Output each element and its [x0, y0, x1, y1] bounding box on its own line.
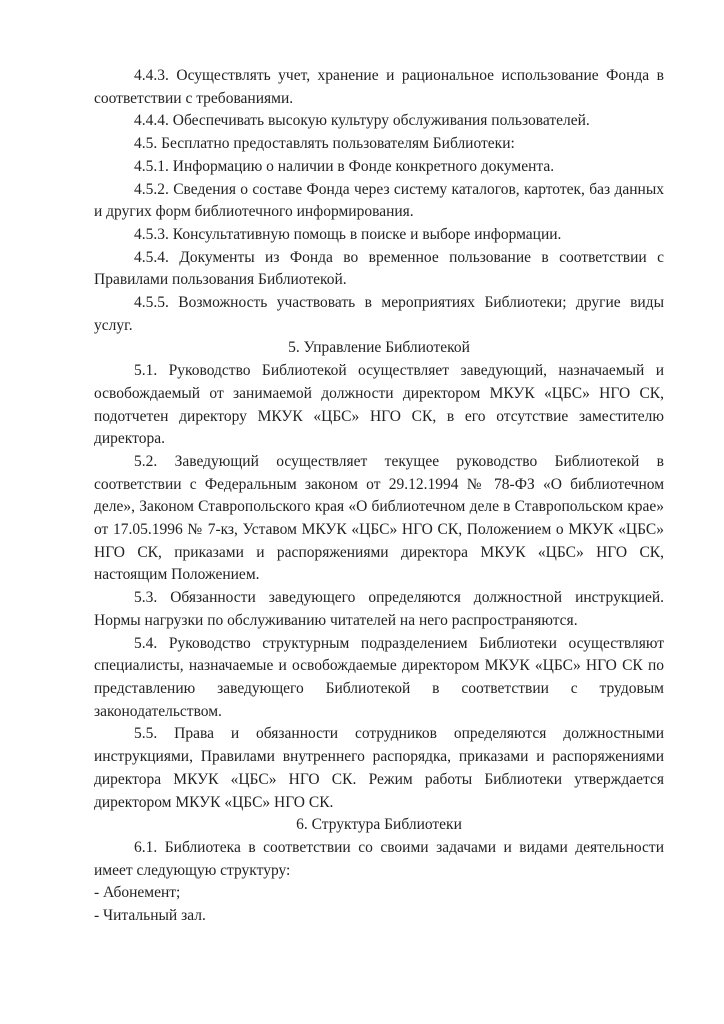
list-item: - Читальный зал. — [94, 907, 206, 925]
paragraph-4-5-4: 4.5.4. Документы из Фонда во временное пользование в соответствии с Правилами пользования Библиотекой. — [94, 248, 664, 289]
paragraph-4-5-3: 4.5.3. Консультативную помощь в поиске и выборе информации. — [134, 225, 562, 243]
paragraph-5-5: 5.5. Права и обязанности сотрудников определяются должностными инструкциями, Правилами внутреннего распорядка, приказами и распоряжениями директора МКУК «ЦБС» НГО СК. Режим работы Библиотеки утверждается директором МКУК «ЦБС» НГО СК. — [94, 725, 664, 811]
paragraph-4-5: 4.5. Бесплатно предоставлять пользователям Библиотеки: — [134, 135, 515, 153]
section-5-heading: 5. Управление Библиотекой — [288, 339, 470, 357]
paragraph-5-3: 5.3. Обязанности заведующего определяются должностной инструкцией. Нормы нагрузки по обслуживанию читателей на него распространяются. — [94, 589, 664, 629]
list-item: - Абонемент; — [94, 884, 181, 902]
paragraph-5-1: 5.1. Руководство Библиотекой осуществляет заведующий, назначаемый и освобождаемый от занимаемой должности директором МКУК «ЦБС» НГО СК, подотчетен директору МКУК «ЦБС» НГО СК, в его отсутствие заместителю директора. — [94, 362, 664, 448]
paragraph-5-4: 5.4. Руководство структурным подразделением Библиотеки осуществляют специалисты, назначаемые и освобождаемые директором МКУК «ЦБС» НГО СК по представлению заведующего Библиотекой в соответствии с трудовым законодательством. — [94, 634, 664, 720]
paragraph-4-4-4: 4.4.4. Обеспечивать высокую культуру обслуживания пользователей. — [134, 112, 590, 130]
paragraph-4-5-2: 4.5.2. Сведения о составе Фонда через систему каталогов, картотек, баз данных и других форм библиотечного информирования. — [94, 180, 664, 221]
paragraph-6-1: 6.1. Библиотека в соответствии со своими задачами и видами деятельности имеет следующую структуру: — [94, 838, 664, 879]
paragraph-5-2: 5.2. Заведующий осуществляет текущее руководство Библиотекой в соответствии с Федеральным законом от 29.12.1994 № 78-ФЗ «О библиотечном деле», Законом Ставропольского края «О библиотечном деле в Ставропольском крае» от 17.05.1996 № 7-кз, Уставом МКУК «ЦБС» НГО СК, Положением о МКУК «ЦБС» НГО СК, приказами и распоряжениями директора МКУК «ЦБС» НГО СК, настоящим Положением. — [94, 452, 664, 584]
document-page — [94, 65, 664, 928]
paragraph-4-5-5: 4.5.5. Возможность участвовать в мероприятиях Библиотеки; другие виды услуг. — [94, 294, 664, 334]
paragraph-4-5-1: 4.5.1. Информацию о наличии в Фонде конкретного документа. — [134, 157, 555, 175]
paragraph-4-4-3: 4.4.3. Осуществлять учет, хранение и рациональное использование Фонда в соответствии с требованиями. — [94, 67, 664, 107]
section-6-heading: 6. Структура Библиотеки — [296, 816, 462, 834]
